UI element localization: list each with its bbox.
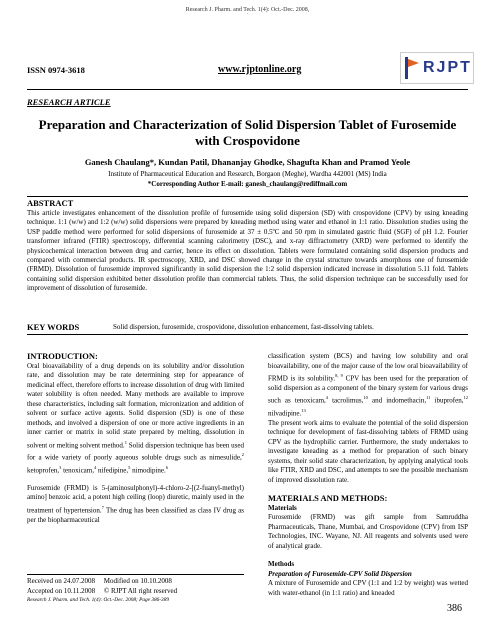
intro-paragraph-1: Oral bioavailability of a drug depends on its solubility and/or dissolution rate, and dissolution may be rate determining step for appearance of medicinal effect, therefore efforts to increase dissolution of drug with limited water solubility is often needed. Many methods are available to improve these characteristics, including salt formation, micronization and addition of solvent or surface active agents. Solid dispersion (SD) is one of these methods, and involved a dispersion of one or more active ingredients in an inner carrier or matrix in solid state prepared by melting, dissolution in solvent or melting solvent method.$^1$ Solid dispersion technique has been used for a wide variety of poorly aqueous soluble drugs such as nimesulide,$^2$ ketoprofen,$^3$ tenoxicam,$^4$ nifedipine,$^5$ nimodipine.$^6$ bbox=[27, 361, 244, 475]
page-number: 386 bbox=[447, 603, 462, 614]
header-divider bbox=[27, 89, 468, 90]
running-header: Research J. Pharm. and Tech. 1(4): Oct.-Dec. 2008, bbox=[185, 7, 310, 13]
author-list: Ganesh Chaulang*, Kundan Patil, Dhananjay Ghodke, Shagufta Khan and Pramod Yeole bbox=[84, 157, 411, 167]
intro-paragraph-3: classification system (BCS) and having low solubility and oral bioavailability, one of the major cause of the low oral bioavailability of FRMD is its solubility.$^{8, 9}$ CPV has been used for the preparation of solid dispersion as a component of the binary system for various drugs such as tenoxicam,$^4$ tacrolimus,$^{10}$ and indomethacin,$^{11}$ ibuprofen,$^{12}$ nilvadipine.$^{13}$ bbox=[268, 352, 468, 418]
right-column bbox=[268, 352, 468, 598]
methods-subheading: Methods bbox=[268, 560, 295, 569]
keywords-heading: KEY WORDS bbox=[27, 322, 80, 332]
abstract-divider-top bbox=[27, 196, 468, 197]
logo-text: RJPT bbox=[423, 59, 472, 76]
corresponding-author: *Corresponding Author E-mail: ganesh_chaulang@rediffmail.com bbox=[147, 179, 348, 188]
left-column bbox=[27, 352, 244, 525]
materials-heading: Materials bbox=[268, 503, 297, 512]
received-box bbox=[27, 574, 244, 606]
materials-text: Furosemide (FRMD) was gift sample from Samruddha Pharmaceuticals, Thane, Mumbai, and Crospovidone (CPV) from ISP Technologies, INC. Wayane, NJ. All reagents and solvents used were of analytical grade. bbox=[268, 513, 468, 550]
journal-logo bbox=[400, 52, 474, 84]
preparation-text: A mixture of Furosemide and CPV (1:1 and 1:2 by weight) was wetted with water-ethanol (in 1:1 ratio) and kneaded bbox=[268, 579, 468, 597]
methods-heading: MATERIALS AND METHODS: bbox=[268, 493, 388, 504]
logo-flag-icon bbox=[405, 57, 419, 79]
affiliation: Institute of Pharmaceutical Education and Research, Borgaon (Meghe), Wardha 442001 (MS) India bbox=[108, 170, 387, 178]
keywords-divider bbox=[27, 334, 468, 335]
article-title: Preparation and Characterization of Solid Dispersion Tablet of Furosemide with Crospovidone bbox=[38, 117, 457, 148]
intro-paragraph-2: Furosemide (FRMD) is 5-(aminosulphonyl)-4-chloro-2-[(2-fuanyl-methyl) amino] benzoic acid, a potent high ceiling (loop) diuretic, mainly used in the treatment of hypertension.$^7$ The drug has been classified as class IV drug as per the biopharmaceutical bbox=[27, 483, 245, 524]
abstract-heading: ABSTRACT bbox=[27, 198, 74, 208]
abstract-text: This article investigates enhancement of the dissolution profile of furosemide using solid dispersion (SD) with crospovidone (CPV) by using kneading technique. 1:1 (w/w) and 1:2 (w/w) solid dispersions were prepared by kneading method using water and ethanol in 1:1 ratio. Dissolution studies using the USP paddle method were performed for solid dispersions of furosemide at 37 ± 0.5ºC and 50 rpm in simulated gastric fluid (SGF) of pH 1.2. Fourier transformer infrared (FTIR) spectroscopy, differential scanning calorimetry (DSC), and x-ray diffractometry (XRD) were performed to identify the physicochemical interaction between drug and carrier, hence its effect on dissolution. Tablets were formulated containing solid dispersion products and compared with commercial products. IR spectroscopy, XRD, and DSC showed change in the crystal structure towards amorphous one of furosemide (FRMD). Dissolution of furosemide improved significantly in solid dispersion the 1:2 solid dispersion indicated increase in dissolution 5.11 fold. Tablets containing solid dispersion exhibited better dissolution profile than commercial tablets. Thus, the solid dispersion technique can be successfully used for improvement of dissolution of furosemide. bbox=[27, 209, 468, 293]
issn: ISSN 0974-3618 bbox=[27, 65, 85, 75]
running-header-mark: ` bbox=[246, 14, 249, 19]
article-type: RESEARCH ARTICLE bbox=[27, 97, 111, 107]
affiliation-block bbox=[27, 170, 468, 189]
journal-citation: Research J. Pharm. and Tech. 1(4): Oct.-Dec. 2008; Page 386-389 bbox=[27, 597, 169, 603]
received-date: Received on 24.07.2008 Modified on 10.10.2008 bbox=[27, 577, 172, 585]
preparation-heading: Preparation of Furosemide-CPV Solid Dispersion bbox=[268, 569, 412, 578]
introduction-heading: INTRODUCTION: bbox=[27, 351, 98, 361]
intro-paragraph-4: The present work aims to evaluate the potential of the solid dispersion technique for development of fast-dissolving tablets of FRMD using CPV as the hydrophilic carrier. Furthermore, the study undertakes to investigate kneading as a method for preparation of such binary systems, their solid state characterization, by applying analytical tools like FTIR, XRD and DSC, and attempts to see the possible mechanism of improved dissolution rate. bbox=[268, 418, 468, 484]
keywords-text: Solid dispersion, furosemide, crospovidone, dissolution enhancement, fast-dissolving tablets. bbox=[113, 323, 374, 331]
journal-website-link[interactable]: www.rjptonline.org bbox=[218, 64, 302, 75]
accepted-date: Accepted on 10.11.2008 © RJPT All right reserved bbox=[27, 586, 178, 595]
